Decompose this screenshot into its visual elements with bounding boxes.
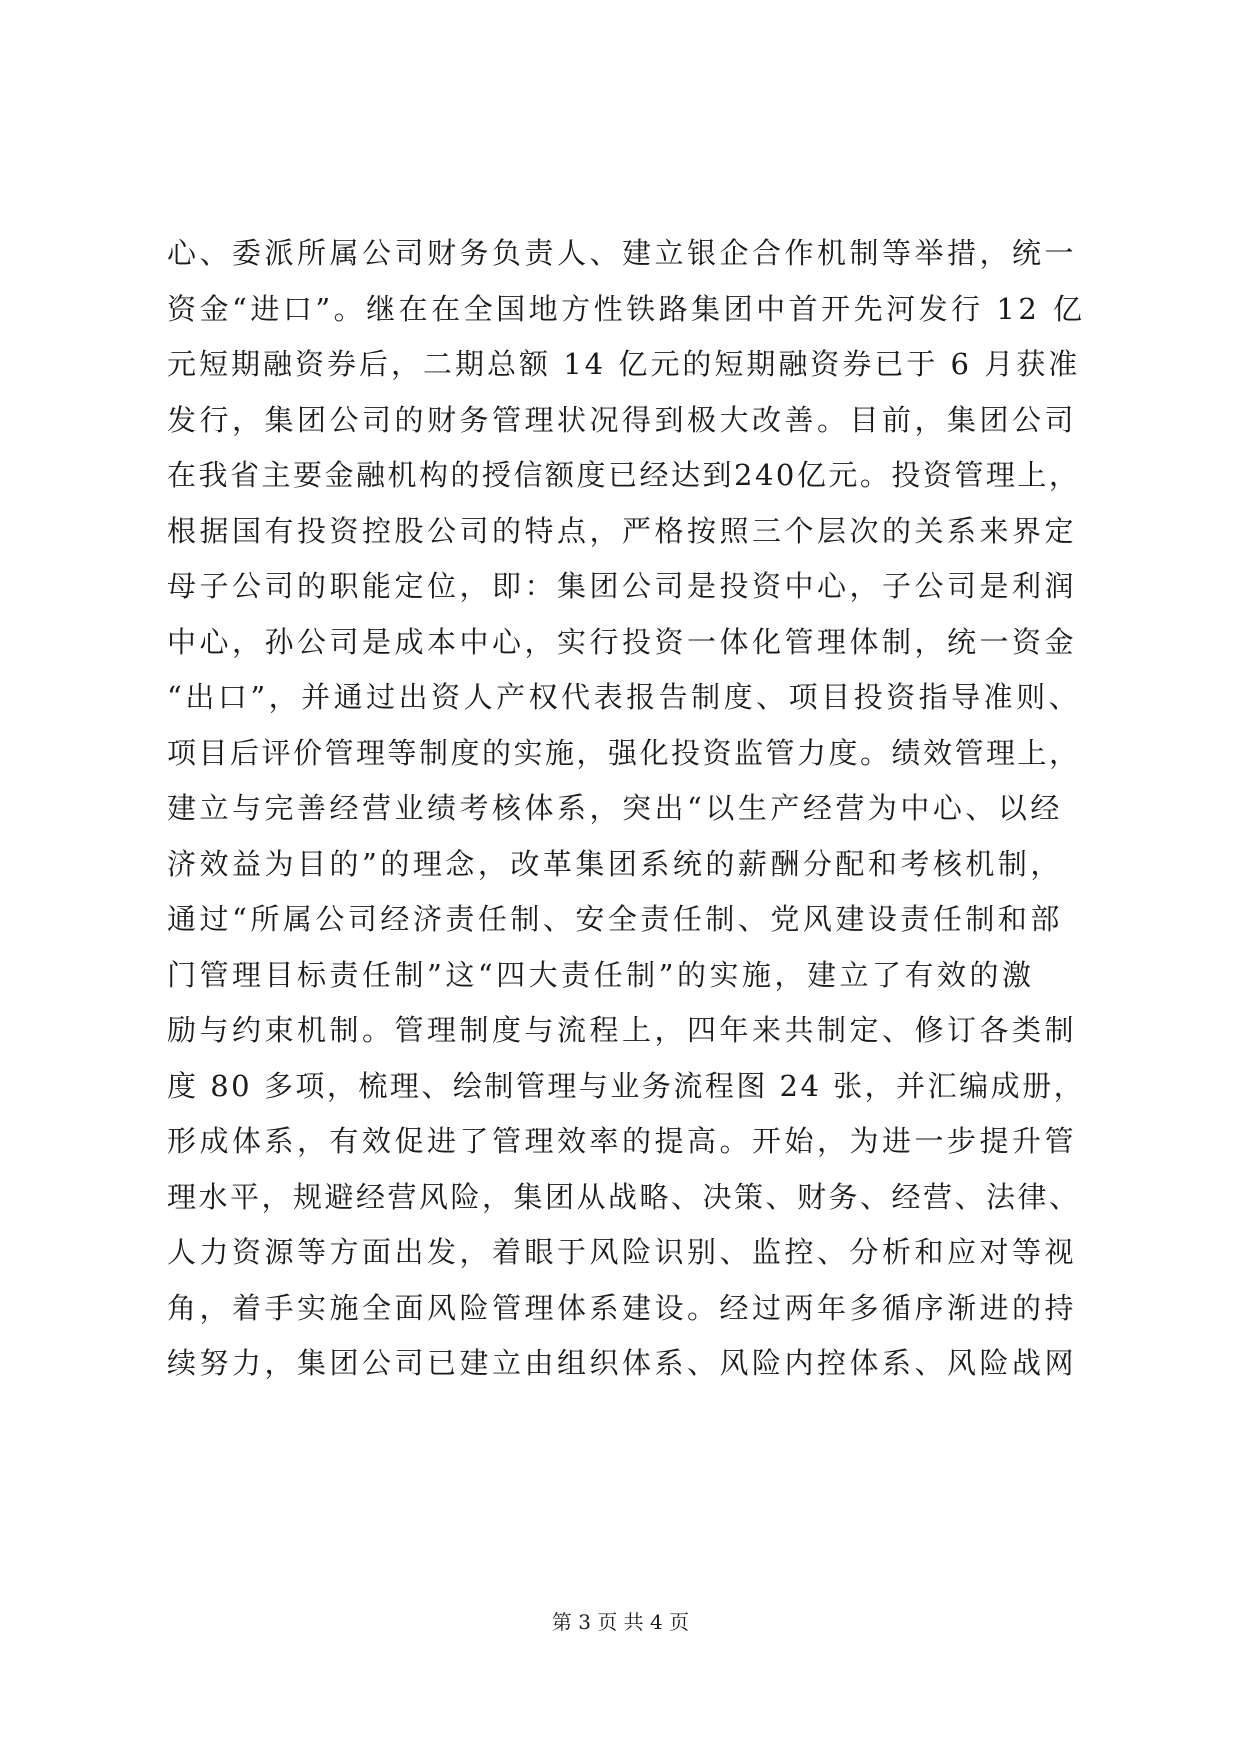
page-number-label: 第 3 页 共 4 页 <box>551 1610 690 1634</box>
text-line: 角，着手实施全面风险管理体系建设。经过两年多循序渐进的持 <box>167 1290 1078 1325</box>
text-line: 励与约束机制。管理制度与流程上，四年来共制定、修订各类制 <box>167 1013 1078 1047</box>
text-line: 项目后评价管理等制度的实施，强化投资监管力度。绩效管理上， <box>167 735 1081 770</box>
text-line: 形成体系，有效促进了管理效率的提高。开始，为进一步提升管 <box>167 1124 1078 1158</box>
text-line: 资金“进口”。继在在全国地方性铁路集团中首开先河发行 12 亿 <box>167 291 1086 326</box>
text-line: 人力资源等方面出发，着眼于风险识别、监控、分析和应对等视 <box>167 1235 1078 1269</box>
text-line: 度 80 多项，梳理、绘制管理与业务流程图 24 张，并汇编成册， <box>167 1068 1086 1103</box>
text-line: 根据国有投资控股公司的特点，严格按照三个层次的关系来界定 <box>167 513 1078 548</box>
text-line: 济效益为目的”的理念，改革集团系统的薪酬分配和考核机制， <box>167 846 1063 881</box>
text-line: 建立与完善经营业绩考核体系，突出“以生产经营为中心、以经 <box>167 791 1063 825</box>
text-line: 在我省主要金融机构的授信额度已经达到240亿元。投资管理上， <box>167 458 1081 492</box>
text-line: 门管理目标责任制”这“四大责任制”的实施，建立了有效的激 <box>167 957 1035 992</box>
text-line: 心、委派所属公司财务负责人、建立银企合作机制等举措，统一 <box>167 236 1078 270</box>
text-line: 母子公司的职能定位，即：集团公司是投资中心，子公司是利润 <box>167 569 1078 603</box>
text-line: 理水平，规避经营风险，集团从战略、决策、财务、经营、法律、 <box>167 1179 1081 1214</box>
text-line: “出口”，并通过出资人产权代表报告制度、项目投资指导准则、 <box>167 680 1082 714</box>
text-line: 中心，孙公司是成本中心，实行投资一体化管理体制，统一资金 <box>167 624 1078 659</box>
text-line: 通过“所属公司经济责任制、安全责任制、党风建设责任制和部 <box>167 902 1063 936</box>
text-line: 元短期融资券后，二期总额 14 亿元的短期融资券已于 6 月获准 <box>167 347 1081 381</box>
text-line: 发行，集团公司的财务管理状况得到极大改善。目前，集团公司 <box>167 402 1078 437</box>
body-text <box>167 226 1087 1392</box>
page-footer <box>0 1608 1241 1636</box>
text-line: 续努力，集团公司已建立由组织体系、风险内控体系、风险战网 <box>167 1346 1078 1380</box>
